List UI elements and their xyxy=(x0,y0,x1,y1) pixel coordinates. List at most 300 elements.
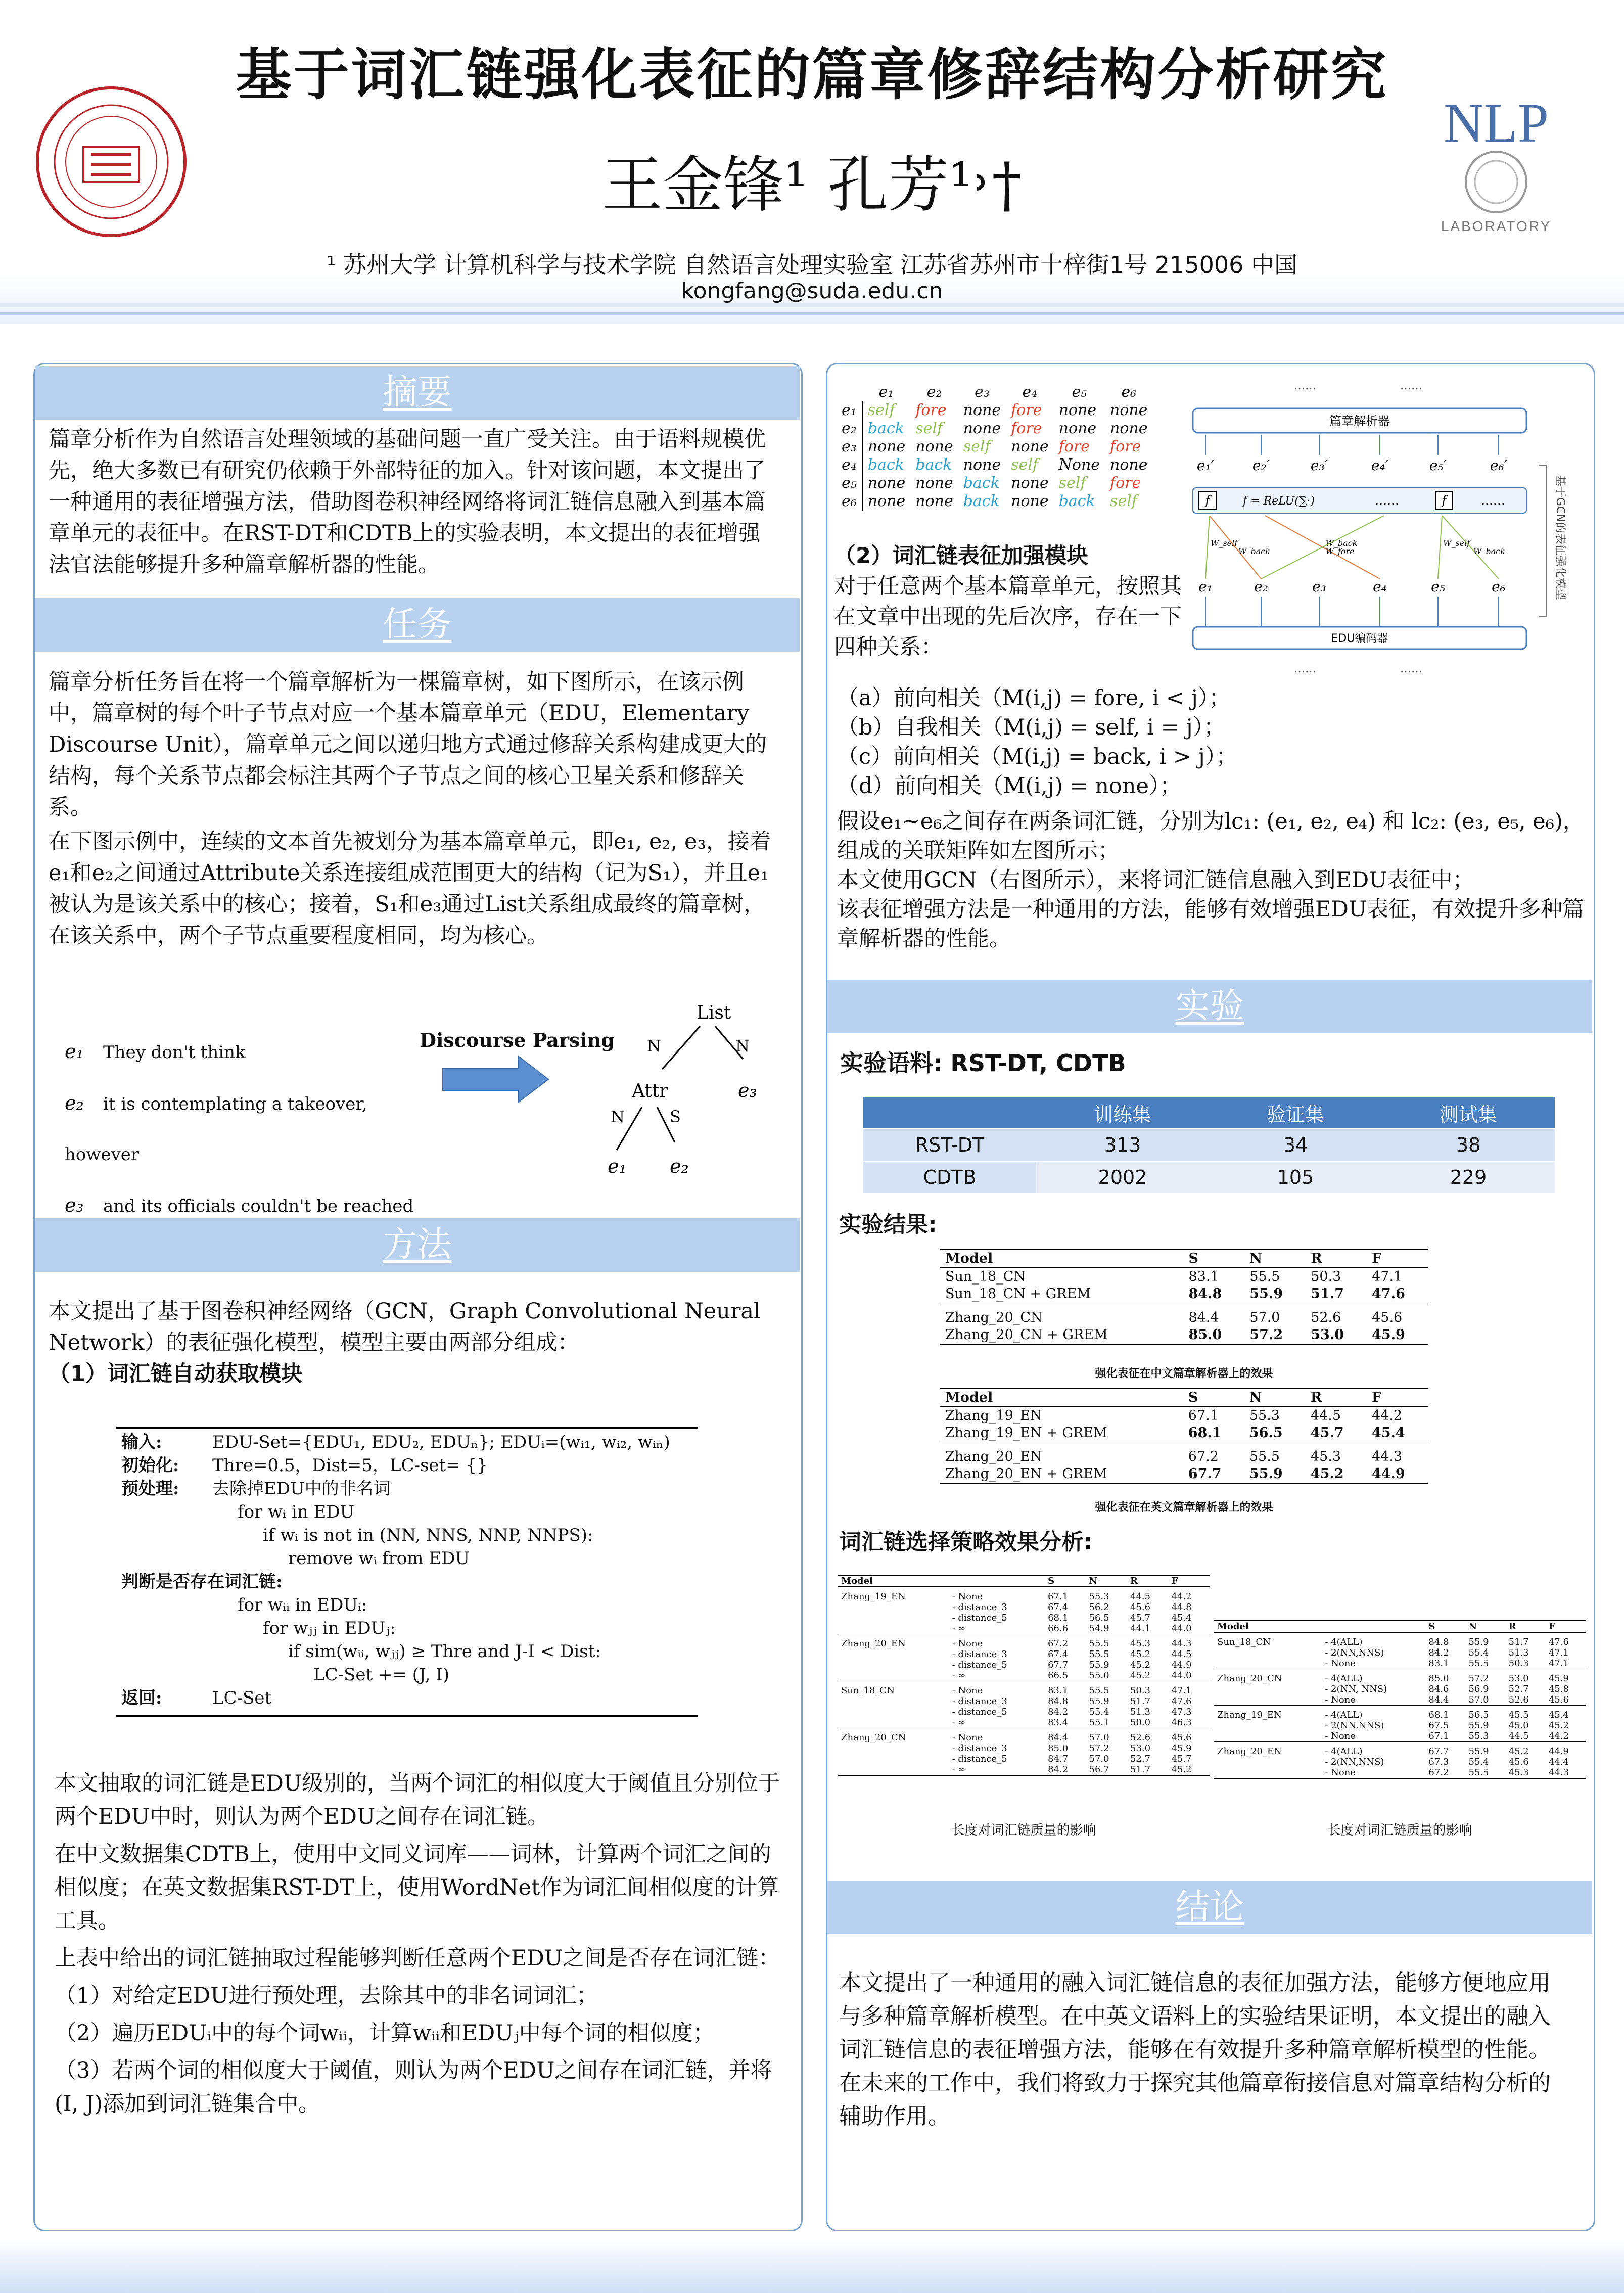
table-row xyxy=(1214,1706,1586,1721)
method-heading: 方法 xyxy=(35,1218,800,1272)
algo-statement: 去除掉EDU中的非名词 xyxy=(212,1479,391,1499)
table-cell: 45.7 xyxy=(1171,1754,1192,1764)
table-cell: 68.1 xyxy=(1188,1425,1222,1441)
table-cell: 55.5 xyxy=(1468,1658,1489,1669)
table-cell: 229 xyxy=(1382,1161,1555,1193)
method-intro: 本文提出了基于图卷积神经网络（GCN，Graph Convolutional Neural Network）的表征强化模型，模型主要由两部分组成： （1）词汇链自动获取模块 xyxy=(49,1296,776,1390)
matrix-col-header: e₃ xyxy=(975,383,990,401)
matrix-cell: self xyxy=(1110,492,1137,510)
table-cell: 53.0 xyxy=(1130,1743,1151,1754)
table-cell: 84.2 xyxy=(1048,1764,1069,1775)
table-cell: 51.7 xyxy=(1130,1696,1151,1707)
table-cell: - None xyxy=(1325,1731,1356,1741)
table-row xyxy=(838,1707,1210,1717)
table-cell: - distance_5 xyxy=(952,1613,1007,1623)
dots: …… xyxy=(1294,663,1316,675)
table-cell: - 4(ALL) xyxy=(1322,1669,1425,1684)
table-cell xyxy=(838,1717,949,1728)
algo-statement: LC-Set += (J, I) xyxy=(313,1665,449,1685)
poster-authors: 王金锋¹ 孔芳¹˒† xyxy=(601,150,1023,220)
result-header: S xyxy=(1183,1250,1244,1268)
table-cell: 55.4 xyxy=(1468,1757,1489,1767)
table-header: R xyxy=(1506,1621,1546,1632)
gcn-input-node: e₅ xyxy=(1431,578,1445,595)
method-step-1: （1）对给定EDU进行预处理，去除其中的非名词词汇； xyxy=(55,1983,598,2008)
algo-statement: if wᵢ is not in (NN, NNS, NNP, NNPS): xyxy=(263,1525,593,1545)
table-cell: 68.1 xyxy=(1425,1706,1465,1721)
algo-line xyxy=(121,1431,698,1454)
en-result-caption: 强化表征在英文篇章解析器上的效果 xyxy=(1095,1501,1273,1514)
matrix-cell: self xyxy=(1011,456,1039,474)
table-cell: 55.3 xyxy=(1249,1408,1280,1424)
matrix-cell: back xyxy=(1058,492,1095,510)
table-cell: 45.9 xyxy=(1546,1669,1586,1684)
result-header: S xyxy=(1183,1389,1244,1407)
algo-top-rule xyxy=(116,1427,698,1429)
table-cell: 44.5 xyxy=(1130,1591,1151,1602)
algo-line xyxy=(121,1547,698,1570)
table-cell: 45.8 xyxy=(1548,1684,1569,1694)
list-item: e₂ it is contemplating a takeover, however xyxy=(65,1092,367,1165)
dots: …… xyxy=(1481,493,1505,508)
table-row xyxy=(1214,1694,1586,1706)
matrix-cell: none xyxy=(1011,492,1049,510)
matrix-row-header: e₂ xyxy=(837,420,862,438)
matrix-cell: back xyxy=(867,420,904,437)
table-cell: 84.7 xyxy=(1048,1754,1069,1764)
encoder-box-label: EDU编码器 xyxy=(1331,632,1388,645)
table-cell: 50.3 xyxy=(1508,1658,1529,1669)
result-header: Model xyxy=(940,1250,1183,1268)
algo-statement: if sim(wᵢᵢ, wⱼⱼ) ≥ Thre and J-I < Dist: xyxy=(288,1641,601,1662)
table-row xyxy=(1214,1684,1586,1694)
matrix-cell: back xyxy=(963,492,1000,510)
matrix-col-header: e₅ xyxy=(1072,383,1087,401)
table-cell: Zhang_20_CN + GREM xyxy=(945,1327,1108,1343)
matrix-cell: none xyxy=(867,492,906,510)
method-step-3: （3）若两个词的相似度大于阈值，则认为两个EDU之间存在词汇链，并将(I, J)添加到词汇链集合中。 xyxy=(55,2058,772,2117)
table-row xyxy=(838,1623,1210,1634)
result-header: R xyxy=(1306,1250,1367,1268)
table-cell: 45.6 xyxy=(1548,1694,1569,1705)
table-header: N xyxy=(1086,1576,1127,1587)
table-cell: 45.3 xyxy=(1508,1767,1529,1778)
table-cell: 52.6 xyxy=(1127,1728,1168,1744)
matrix-row-header: e₄ xyxy=(837,456,862,474)
table-cell: 56.9 xyxy=(1468,1684,1489,1694)
table-cell: 47.6 xyxy=(1548,1637,1569,1647)
table-cell: 46.3 xyxy=(1171,1717,1192,1728)
table-cell: - distance_3 xyxy=(952,1696,1007,1707)
dots: …… xyxy=(1294,380,1316,392)
table-cell: 83.1 xyxy=(1045,1681,1086,1696)
gcn-input-node: e₄ xyxy=(1373,578,1387,595)
gcn-edge xyxy=(1438,516,1442,579)
table-cell: 56.5 xyxy=(1466,1706,1506,1721)
right-arrow-icon xyxy=(442,1054,551,1105)
table-cell: 56.2 xyxy=(1089,1602,1109,1613)
table-cell: 50.3 xyxy=(1127,1681,1168,1696)
table-cell: 57.2 xyxy=(1249,1327,1283,1343)
table-cell: 55.5 xyxy=(1249,1269,1280,1285)
gcn-edge xyxy=(1205,516,1210,579)
svg-text:LABORATORY: LABORATORY xyxy=(1441,218,1552,234)
cn-result-caption: 强化表征在中文篇章解析器上的效果 xyxy=(1095,1367,1273,1380)
matrix-row xyxy=(837,401,1153,420)
algo-statement: for wⱼⱼ in EDUⱼ: xyxy=(263,1618,396,1638)
table-cell: 47.1 xyxy=(1372,1269,1403,1285)
table-cell: 44.5 xyxy=(1171,1649,1192,1660)
discourse-tree xyxy=(586,998,778,1185)
result-header: F xyxy=(1367,1389,1428,1407)
lexical-chain-assumption: 假设e₁~e₆之间存在两条词汇链，分别为lc₁: (e₁, e₂, e₄) 和 lc₂: (e₃, e₅, e₆)，组成的关联矩阵如左图所示； xyxy=(837,809,1585,863)
list-item: e₁ They don't think xyxy=(65,1040,246,1063)
matrix-cell: self xyxy=(867,401,895,419)
matrix-row-header: e₆ xyxy=(837,492,862,511)
algo-line xyxy=(121,1663,698,1686)
table-row xyxy=(838,1634,1210,1649)
matrix-cell: fore xyxy=(1058,438,1090,455)
table-cell: 67.4 xyxy=(1048,1602,1069,1613)
table-cell: 55.9 xyxy=(1089,1696,1109,1707)
table-cell: 52.6 xyxy=(1311,1310,1341,1325)
table-cell: 57.0 xyxy=(1086,1728,1127,1744)
table-cell: 84.4 xyxy=(1045,1728,1086,1744)
experiment-heading: 实验 xyxy=(827,980,1592,1033)
table-cell: 52.6 xyxy=(1508,1694,1529,1705)
table-row xyxy=(838,1602,1210,1613)
algo-keyword: 返回: xyxy=(121,1688,162,1708)
method-subtitle-1: （1）词汇链自动获取模块 xyxy=(49,1361,303,1387)
table-cell: 56.5 xyxy=(1089,1613,1109,1623)
gcn-edge-label: W_back xyxy=(1238,546,1270,556)
table-cell: Zhang_20_EN + GREM xyxy=(945,1466,1107,1482)
table-cell: 55.9 xyxy=(1468,1637,1489,1647)
table-cell: 45.2 xyxy=(1130,1649,1151,1660)
table-row xyxy=(1214,1658,1586,1669)
table-cell: 85.0 xyxy=(1048,1743,1069,1754)
table-cell: 47.6 xyxy=(1171,1696,1192,1707)
parser-box-label: 篇章解析器 xyxy=(1329,414,1390,428)
table-cell xyxy=(838,1696,949,1707)
table-row xyxy=(1214,1632,1586,1647)
algo-statement: for wᵢᵢ in EDUᵢ: xyxy=(238,1595,367,1615)
table-cell: 44.2 xyxy=(1548,1731,1569,1741)
table-row xyxy=(940,1286,1428,1303)
table-cell: 84.6 xyxy=(1428,1684,1449,1694)
table-cell: 57.0 xyxy=(1468,1694,1489,1705)
table-cell: - None xyxy=(949,1681,1045,1696)
table-cell: 85.0 xyxy=(1425,1669,1465,1684)
table-cell: - None xyxy=(952,1591,983,1602)
table-cell: 45.0 xyxy=(1508,1720,1529,1731)
table-cell: 47.6 xyxy=(1372,1286,1405,1302)
matrix-row-header: e₅ xyxy=(837,474,862,492)
f-box-label: f xyxy=(1205,493,1210,508)
table-cell: 45.6 xyxy=(1372,1310,1403,1325)
relation-c: （c）前向相关（M(i,j) = back, i > j）； xyxy=(837,744,1238,769)
edu-list xyxy=(65,1026,419,1231)
table-cell: - 4(ALL) xyxy=(1322,1742,1425,1757)
task-paragraph-2: 在下图示例中，连续的文本首先被划分为基本篇章单元，即e₁, e₂, e₃，接着e₁和e₂之间通过Attribute关系连接组成范围更大的结构（记为S₁），并且e₁被认为是该关系中的核心；接着，S₁和e₃通过List关系组成最终的篇章树，在该关系中，两个子节点重要程度相同，均为核心。 xyxy=(49,829,771,948)
algo-bottom-rule xyxy=(116,1715,698,1717)
table-cell: 67.7 xyxy=(1425,1742,1465,1757)
f-box-label: f xyxy=(1442,493,1447,508)
gcn-output-node: e₅′ xyxy=(1429,457,1447,474)
soochow-university-logo xyxy=(35,86,187,238)
table-row xyxy=(863,1161,1555,1193)
table-cell: 47.1 xyxy=(1548,1658,1569,1669)
matrix-row-header: e₃ xyxy=(837,438,862,456)
matrix-cell: none xyxy=(963,420,1001,437)
lexical-chain-algorithm xyxy=(121,1431,698,1710)
tree-leaf-e3: e₃ xyxy=(738,1079,757,1102)
table-cell: 51.7 xyxy=(1508,1637,1529,1647)
table-cell: 55.9 xyxy=(1468,1720,1489,1731)
table-cell xyxy=(1214,1720,1322,1731)
table-cell: Zhang_20_CN xyxy=(838,1728,949,1744)
table-cell: 84.8 xyxy=(1048,1696,1069,1707)
table-cell: 67.7 xyxy=(1188,1466,1222,1482)
table-cell: 67.1 xyxy=(1048,1591,1069,1602)
table-cell: 55.9 xyxy=(1466,1742,1506,1757)
table-cell: 47.1 xyxy=(1168,1681,1210,1696)
length-table-caption: 长度对词汇链质量的影响 xyxy=(951,1823,1096,1838)
algo-keyword: 判断是否存在词汇链: xyxy=(121,1572,283,1592)
table-cell: 2002 xyxy=(1036,1161,1209,1193)
table-cell: 45.3 xyxy=(1127,1634,1168,1649)
table-cell: 84.4 xyxy=(1428,1694,1449,1705)
table-row xyxy=(1214,1767,1586,1778)
result-header: R xyxy=(1306,1389,1367,1407)
table-cell: 55.1 xyxy=(1089,1717,1109,1728)
table-cell: 67.2 xyxy=(1045,1634,1086,1649)
tree-attr-nucleus: N xyxy=(611,1107,625,1126)
table-cell: 52.7 xyxy=(1508,1684,1529,1694)
table-row xyxy=(940,1268,1428,1286)
gcn-edge xyxy=(1261,516,1384,579)
dots: …… xyxy=(1400,663,1422,675)
matrix-cell: self xyxy=(963,438,991,455)
method-text xyxy=(55,1767,782,2121)
matrix-row xyxy=(837,456,1153,474)
pos-table xyxy=(1214,1620,1586,1779)
gcn-edge-label: W_back xyxy=(1473,546,1505,556)
matrix-cell: none xyxy=(1110,420,1148,437)
table-cell: - distance_5 xyxy=(952,1754,1007,1764)
conclusion-text: 本文提出了一种通用的融入词汇链信息的表征加强方法，能够方便地应用与多种篇章解析模型。在中英文语料上的实验结果证明，本文提出的融入词汇链信息的表征增强方法，能够在有效提升多种篇章解析模型的性能。在未来的工作中，我们将致力于探究其他篇章衔接信息对篇章结构分析的辅助作用。 xyxy=(839,1970,1551,2129)
email: kongfang@suda.edu.cn xyxy=(681,278,943,304)
algo-statement: for wᵢ in EDU xyxy=(238,1502,355,1522)
matrix-cell: self xyxy=(915,420,943,437)
table-cell: 55.5 xyxy=(1249,1449,1280,1464)
table-cell: - None xyxy=(1325,1694,1356,1705)
table-cell: - distance_5 xyxy=(952,1707,1007,1717)
tree-leaf-e1: e₁ xyxy=(608,1155,627,1177)
table-row xyxy=(940,1303,1428,1327)
table-row xyxy=(838,1681,1210,1696)
matrix-cell: none xyxy=(1058,420,1097,437)
table-cell: 55.3 xyxy=(1089,1591,1109,1602)
table-cell: 45.2 xyxy=(1310,1466,1344,1482)
table-cell: Zhang_20_EN xyxy=(1214,1742,1322,1757)
table-header: R xyxy=(1127,1576,1168,1587)
relation-paragraph: 对于任意两个基本篇章单元，按照其在文章中出现的先后次序，存在一下四种关系： xyxy=(834,574,1182,660)
table-cell: Sun_18_CN xyxy=(945,1269,1026,1285)
result-header: N xyxy=(1244,1389,1306,1407)
matrix-cell: fore xyxy=(1011,420,1042,437)
table-cell: - distance_3 xyxy=(952,1743,1007,1754)
table-cell: 67.7 xyxy=(1048,1660,1069,1670)
table-cell: 45.2 xyxy=(1506,1742,1546,1757)
matrix-cell: none xyxy=(1011,438,1049,455)
gcn-input-node: e₃ xyxy=(1312,578,1326,595)
table-cell: 44.1 xyxy=(1130,1623,1151,1634)
table-cell: 44.9 xyxy=(1546,1742,1586,1757)
matrix-cell: self xyxy=(1058,474,1086,492)
table-cell: 57.0 xyxy=(1249,1310,1280,1325)
gcn-side-label: 基于GCN的表征强化模型 xyxy=(1554,475,1566,600)
table-cell: - ∞ xyxy=(952,1764,966,1775)
table-cell xyxy=(838,1602,949,1613)
table-row xyxy=(838,1754,1210,1764)
table-row xyxy=(838,1670,1210,1681)
table-header: Model xyxy=(838,1576,949,1587)
gcn-edge-label: W_back xyxy=(1325,538,1358,548)
abstract-heading: 摘要 xyxy=(35,366,800,420)
table-row xyxy=(940,1326,1428,1344)
table-cell: 67.5 xyxy=(1428,1720,1449,1731)
algo-statement: Thre=0.5，Dist=5，LC-set= {} xyxy=(212,1455,488,1476)
matrix-cell: none xyxy=(915,492,953,510)
table-row xyxy=(863,1129,1555,1161)
algo-line xyxy=(121,1593,698,1617)
table-cell: 45.9 xyxy=(1171,1743,1192,1754)
tree-leaf-e2: e₂ xyxy=(670,1155,689,1177)
table-header: F xyxy=(1168,1576,1210,1587)
table-cell: 67.1 xyxy=(1428,1731,1449,1741)
table-cell: 55.5 xyxy=(1086,1681,1127,1696)
matrix-cell: fore xyxy=(915,401,947,419)
result-header: N xyxy=(1244,1250,1306,1268)
table-cell: - ∞ xyxy=(952,1623,966,1634)
table-cell xyxy=(1214,1658,1322,1669)
table-cell: - None xyxy=(949,1728,1045,1744)
table-cell xyxy=(1214,1731,1322,1742)
affiliation: ¹ 苏州大学 计算机科学与技术学院 自然语言处理实验室 江苏省苏州市十梓街1号 215006 中国 xyxy=(326,251,1298,279)
table-cell: 45.2 xyxy=(1548,1720,1569,1731)
strategy-label: 词汇链选择策略效果分析: xyxy=(839,1529,1093,1555)
table-cell: 67.2 xyxy=(1188,1449,1219,1464)
matrix-cell: fore xyxy=(1011,401,1042,419)
gcn-output-node: e₆′ xyxy=(1490,457,1508,474)
matrix-cell: fore xyxy=(1110,438,1141,455)
algo-line xyxy=(121,1617,698,1640)
generality-note: 该表征增强方法是一种通用的方法，能够有效增强EDU表征，有效提升多种篇章解析器的性能。 xyxy=(837,897,1585,951)
table-cell: 55.9 xyxy=(1249,1466,1283,1482)
table-cell: Zhang_20_CN xyxy=(1214,1669,1322,1684)
table-header: F xyxy=(1546,1621,1586,1632)
table-row xyxy=(1214,1669,1586,1684)
table-cell xyxy=(1214,1684,1322,1694)
nlp-laboratory-logo xyxy=(1420,94,1572,240)
table-cell: - distance_3 xyxy=(952,1649,1007,1660)
table-cell xyxy=(838,1743,949,1754)
table-cell: Zhang_19_EN xyxy=(945,1408,1042,1424)
matrix-col-header: e₄ xyxy=(1022,383,1038,401)
table-cell: 44.3 xyxy=(1548,1767,1569,1778)
table-cell: 84.2 xyxy=(1048,1707,1069,1717)
table-cell: Zhang_19_EN xyxy=(841,1591,906,1602)
table-cell: 47.3 xyxy=(1171,1707,1192,1717)
table-cell: 55.4 xyxy=(1089,1707,1109,1717)
en-result-table xyxy=(940,1388,1428,1484)
table-cell: 44.0 xyxy=(1171,1670,1192,1681)
gcn-output-node: e₃′ xyxy=(1310,457,1328,474)
result-label: 实验结果: xyxy=(839,1212,937,1237)
table-cell: 50.0 xyxy=(1130,1717,1151,1728)
table-cell: 53.0 xyxy=(1506,1669,1546,1684)
length-table xyxy=(838,1575,1210,1776)
table-cell: 55.9 xyxy=(1089,1660,1109,1670)
method-paragraph-1: 本文抽取的词汇链是EDU级别的，当两个词汇的相似度大于阈值且分别位于两个EDU中时，则认为两个EDU之间存在词汇链。 xyxy=(55,1771,780,1829)
matrix-col-header: e₂ xyxy=(926,383,942,401)
table-row xyxy=(1214,1742,1586,1757)
table-cell: - None xyxy=(949,1634,1045,1649)
table-cell xyxy=(838,1754,949,1764)
matrix-cell: fore xyxy=(1110,474,1141,492)
header-divider xyxy=(0,303,1624,307)
matrix-cell: None xyxy=(1058,456,1100,474)
table-cell: 55.5 xyxy=(1086,1634,1127,1649)
algo-keyword: 输入: xyxy=(121,1432,162,1452)
gcn-diagram xyxy=(1188,379,1587,682)
table-cell: 34 xyxy=(1209,1129,1382,1161)
table-cell: 67.2 xyxy=(1428,1767,1449,1778)
table-cell: Zhang_19_EN xyxy=(1214,1706,1322,1721)
table-cell: 313 xyxy=(1036,1129,1209,1161)
abstract-text: 篇章分析作为自然语言处理领域的基础问题一直广受关注。由于语料规模优先，绝大多数已有研究仍依赖于外部特征的加入。针对该问题，本文提出了一种通用的表征增强方法，借助图卷积神经网络将词汇链信息融入到基本篇章单元的表征中。在RST-DT和CDTB上的实验表明，本文提出的表征增强法官法能够提升多种篇章解析器的性能。 xyxy=(49,427,766,577)
matrix-cell: none xyxy=(1058,401,1097,419)
table-cell: 84.8 xyxy=(1188,1286,1222,1302)
table-cell: 83.4 xyxy=(1048,1717,1069,1728)
algo-line xyxy=(121,1454,698,1477)
tree-nucleus-left: N xyxy=(647,1036,661,1056)
pos-table-caption: 长度对词汇链质量的影响 xyxy=(1327,1823,1472,1838)
table-cell: - 2(NN,NNS) xyxy=(1325,1647,1384,1658)
conclusion-heading: 结论 xyxy=(827,1881,1592,1934)
method-paragraph-3: 上表中给出的词汇链抽取过程能够判断任意两个EDU之间是否存在词汇链： xyxy=(55,1946,780,1971)
table-cell: 68.1 xyxy=(1048,1613,1069,1623)
table-cell: 55.3 xyxy=(1468,1731,1489,1741)
table-header: S xyxy=(1045,1576,1086,1587)
table-cell: - 2(NN, NNS) xyxy=(1325,1684,1387,1694)
matrix-col-header: e₆ xyxy=(1121,383,1137,401)
gcn-edge-label: W_self xyxy=(1211,538,1238,548)
tree-attr: Attr xyxy=(632,1081,668,1102)
table-cell xyxy=(1214,1694,1322,1706)
table-cell: 51.3 xyxy=(1130,1707,1151,1717)
table-header: Model xyxy=(1214,1621,1322,1632)
matrix-cell: back xyxy=(915,456,952,474)
matrix-row xyxy=(837,492,1153,511)
table-row xyxy=(1214,1720,1586,1731)
table-cell: 66.5 xyxy=(1048,1670,1069,1681)
table-cell: 85.0 xyxy=(1188,1327,1222,1343)
poster-footer xyxy=(0,2239,1624,2293)
gcn-input-node: e₁ xyxy=(1198,578,1213,595)
matrix-cell: none xyxy=(1011,474,1049,492)
